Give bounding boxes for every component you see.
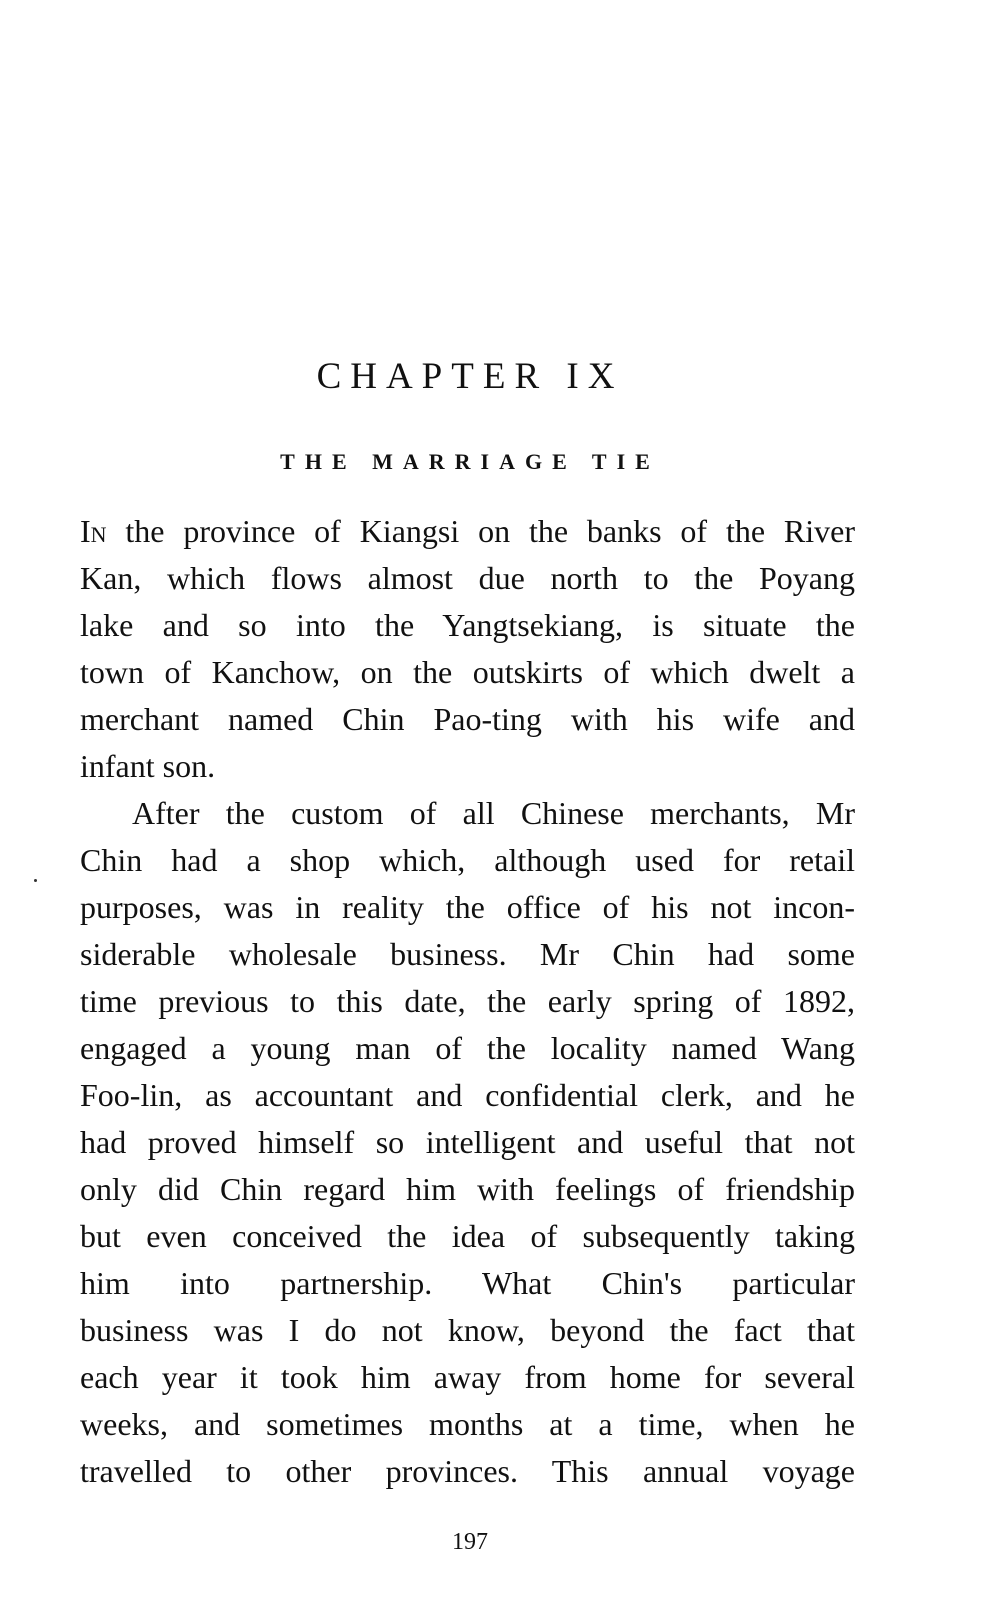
chapter-title: CHAPTER IX [316,356,624,397]
chapter-subtitle: THE MARRIAGE TIE [280,449,660,474]
text-line: lake and so into the Yangtsekiang, is situate the [80,607,855,643]
text-line: time previous to this date, the early spring of 1892, [80,983,855,1019]
text-line: purposes, was in reality the office of his not incon- [80,889,855,925]
text-line: business was I do not know, beyond the fact that [80,1312,855,1348]
text-line: merchant named Chin Pao-ting with his wife and [80,701,855,737]
text-line: but even conceived the idea of subsequently taking [80,1218,855,1254]
body-text [80,508,855,1495]
opening-word: In [80,513,107,549]
text-line: infant son. [80,748,216,784]
text-line: him into partnership. What Chin's particular [80,1265,855,1301]
text-line [80,508,855,555]
page-number: 197 [452,1529,488,1555]
text-line: weeks, and sometimes months at a time, when he [80,1406,855,1442]
text-line: each year it took him away from home for several [80,1359,855,1395]
text-line: Kan, which flows almost due north to the Poyang [80,560,855,596]
text-line: had proved himself so intelligent and useful that not [80,1124,855,1160]
text-line: travelled to other provinces. This annual voyage [80,1453,855,1489]
text-line: After the custom of all Chinese merchants, Mr [132,795,855,831]
text-line: engaged a young man of the locality named Wang [80,1030,855,1066]
text-line: Foo-lin, as accountant and confidential clerk, and he [80,1077,855,1113]
text-line: only did Chin regard him with feelings of friendship [80,1171,855,1207]
text-line: town of Kanchow, on the outskirts of which dwelt a [80,654,855,690]
margin-mark [34,879,37,882]
line-text: the province of Kiangsi on the banks of the River [106,513,855,549]
text-line: siderable wholesale business. Mr Chin had some [80,936,855,972]
text-line: Chin had a shop which, although used for retail [80,842,855,878]
